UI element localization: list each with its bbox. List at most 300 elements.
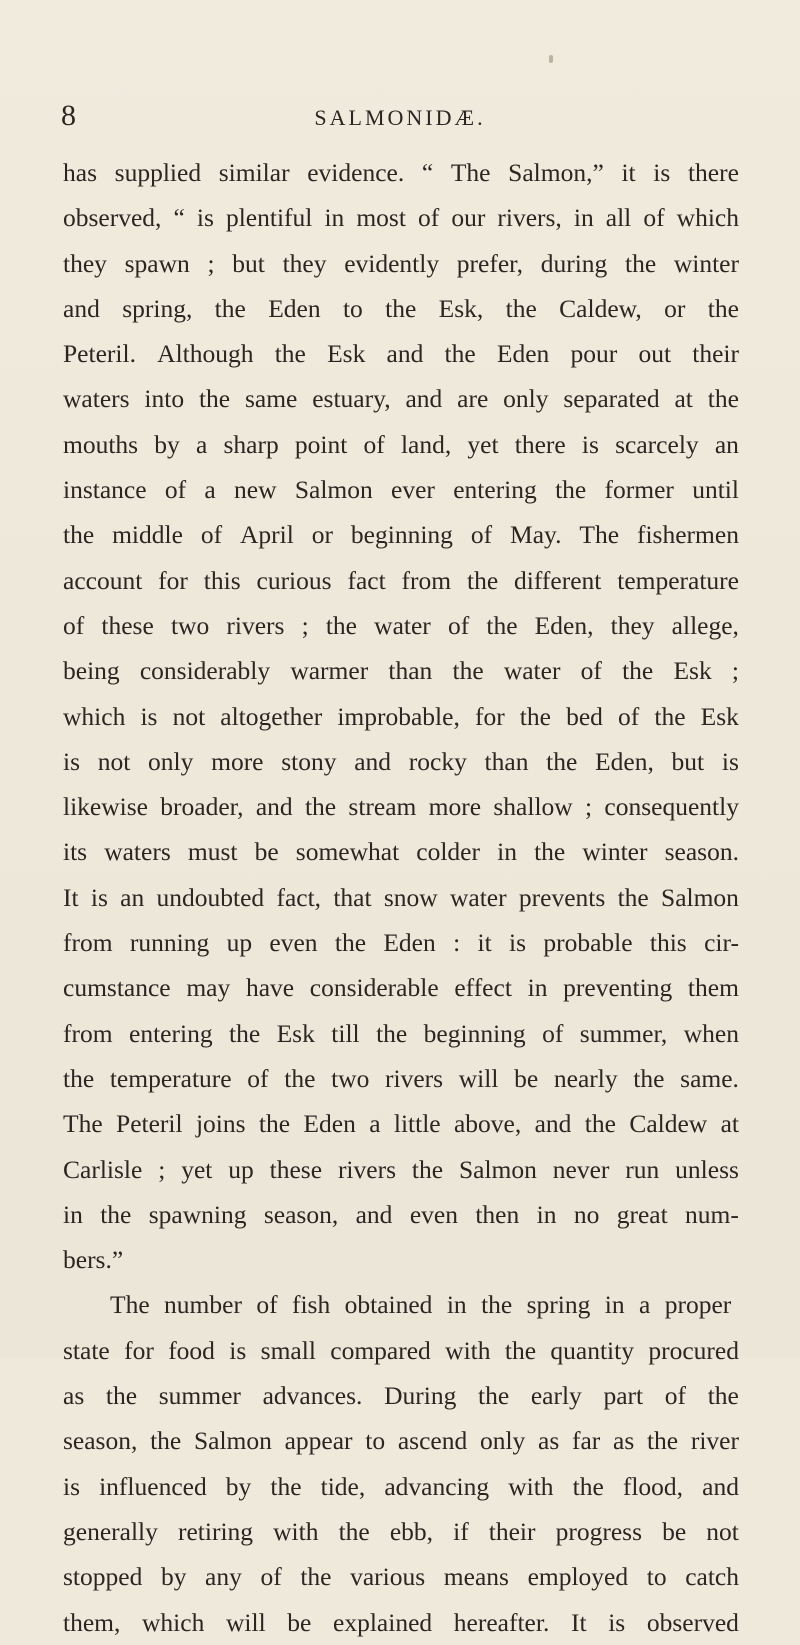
word: scarcely [615,429,699,459]
word: num- [685,1199,739,1229]
word: same [244,384,298,414]
word: The [110,1290,150,1320]
word: effect [454,973,512,1003]
word: is [653,158,671,187]
text-line [63,965,739,1010]
word: of [200,520,223,550]
word: the [325,610,357,640]
word: and [63,293,100,323]
word: in [573,203,594,233]
word: hereafter. [453,1607,550,1637]
word: for [474,701,505,731]
word: rocky [408,746,467,776]
word: middle [112,520,183,550]
word: is [509,928,527,958]
text-line [63,1192,739,1237]
word: only [479,1426,526,1456]
word: the [519,701,551,731]
word: and [255,792,293,822]
word: estuary, [312,384,391,414]
word: of [247,1063,269,1093]
word: for [124,1335,154,1365]
word: explained [333,1607,433,1637]
word: at [674,384,693,414]
word: bers.” [63,1245,124,1275]
word: a [369,1109,381,1139]
word: mouths [63,429,139,459]
word: of [580,656,602,686]
word: they [282,248,327,278]
word: the [622,656,654,686]
text-line [63,1056,739,1101]
word: only [148,746,194,776]
word: in [497,837,517,867]
word: preventing [563,973,673,1003]
word: snow [383,882,438,912]
word: ; [585,792,593,822]
word: evidently [344,248,440,278]
word: Eden, [534,610,594,640]
word: no [573,1199,600,1229]
word: observed [646,1607,739,1637]
word: state [63,1335,110,1365]
word: the [481,1290,513,1320]
word: river [690,1426,739,1456]
word: ascend [397,1426,468,1456]
word: above, [453,1109,522,1139]
word: far [571,1426,601,1456]
word: tide, [320,1471,366,1501]
word: summer [158,1381,241,1411]
word: of [643,203,665,233]
word: will [225,1607,266,1637]
word: they [610,610,655,640]
word: waters [104,837,171,867]
word: Esk [700,701,739,731]
word: as [613,1426,635,1456]
word: consequently [604,792,739,822]
word: their [488,1516,536,1546]
word: Esk [327,339,366,369]
word: Peteril [116,1109,183,1139]
word: a [204,475,216,505]
word: Salmon [661,882,739,912]
word: yet [467,429,499,459]
word: little [393,1109,441,1139]
text-line [63,1237,739,1282]
word: the [707,1381,739,1411]
word: improbable, [337,701,460,731]
word: the [707,384,739,414]
word: the [63,520,95,550]
word: the [198,384,231,414]
word: Salmon [193,1426,272,1456]
paragraph-first-line [63,1282,739,1327]
word: a [638,1290,651,1320]
word: then [475,1199,520,1229]
word: the [633,1063,665,1093]
word: nearly [553,1063,618,1093]
word: in [446,1290,467,1320]
text-line [63,1418,739,1463]
word: is [140,701,158,731]
word: by [154,429,180,459]
word: most [356,203,406,233]
word: proper [664,1290,732,1320]
word: spawning [148,1199,247,1229]
word: great [616,1199,668,1229]
page-header [0,96,800,136]
word: During [384,1381,457,1411]
word: out [638,339,672,369]
text-line [63,875,739,920]
text-line [63,1011,739,1056]
word: Peteril. [63,339,136,369]
word: this [649,928,687,958]
word: ; [301,610,309,640]
text-line [63,1328,739,1373]
word: the [505,293,537,323]
word: waters [63,384,130,414]
word: Salmon,” [508,158,604,187]
word: their [692,339,739,369]
word: the [534,837,566,867]
word: the [270,1471,302,1501]
word: all [605,203,632,233]
word: influenced [99,1471,207,1501]
word: never [552,1154,610,1184]
word: Eden [496,339,550,369]
word: not [706,1516,739,1546]
word: be [662,1516,687,1546]
word: various [350,1562,426,1592]
word: is [196,203,214,233]
word: of [164,475,187,505]
word: with [508,1471,554,1501]
word: rivers [226,610,285,640]
word: food [168,1335,215,1365]
word: ; [207,248,215,278]
word: spring [526,1290,591,1320]
word: up [228,1154,254,1184]
word: the [338,1516,370,1546]
word: cumstance [63,973,171,1003]
word: part [603,1381,644,1411]
word: ; [731,656,739,686]
word: the [654,701,686,731]
word: is [229,1335,247,1365]
word: Eden, [595,746,654,776]
word: stream [348,792,417,822]
word: rivers [385,1063,444,1093]
word: of [418,203,440,233]
word: curious [256,565,332,595]
word: prevents [518,882,606,912]
word: the [150,1426,182,1456]
word: when [683,1018,739,1048]
word: with [445,1335,491,1365]
word: be [287,1607,312,1637]
word: water [503,656,561,686]
word: generally [63,1516,158,1546]
word: It [570,1607,587,1637]
word: It [63,882,79,912]
word: beginning [423,1018,526,1048]
word: observed, [63,203,162,233]
word: the [504,1335,537,1365]
word: joins [195,1109,246,1139]
word: season, [263,1199,339,1229]
word: altogether [220,701,323,731]
word: run [625,1154,660,1184]
text-line [63,331,739,376]
word: appear [284,1426,353,1456]
word: these [101,610,154,640]
word: of [542,1018,564,1048]
word: it [477,928,492,958]
word: running [129,928,210,958]
word: during [540,248,608,278]
word: two [331,1063,370,1093]
word: prefer, [456,248,523,278]
word: supplied [114,158,202,187]
word: two [170,610,210,640]
word: water [449,882,507,912]
word: in [536,1199,557,1229]
word: and [354,746,392,776]
word: have [245,973,295,1003]
word: new [234,475,277,505]
word: if [453,1516,469,1546]
word: beginning [350,520,453,550]
word: these [269,1154,323,1184]
text-line [63,1554,739,1599]
word: to [365,1426,386,1456]
text-line [63,1101,739,1146]
ink-speck [549,55,553,63]
word: the [467,565,499,595]
text-line [63,603,739,648]
word: Esk [673,656,712,686]
word: of [363,429,385,459]
word: they [63,248,107,278]
word: obtained [344,1290,433,1320]
word: but [671,746,705,776]
word: spawn [124,248,190,278]
word: April [240,520,294,550]
word: is [721,746,739,776]
word: at [720,1109,739,1139]
word: unless [675,1154,739,1184]
word: and [355,1199,393,1229]
word: Eden [303,1109,356,1139]
text-line [63,648,739,693]
word: as [538,1426,560,1456]
text-line [63,829,739,874]
word: Esk, [438,293,484,323]
word: until [692,475,739,505]
word: the [555,475,587,505]
word: broader, [160,792,244,822]
word: rivers [337,1154,396,1184]
word: of [447,610,470,640]
word: the [478,1381,510,1411]
word: fact [347,565,386,595]
word: Although [157,339,254,369]
word: Eden [383,928,436,958]
word: advancing [384,1471,490,1501]
text-line [63,467,739,512]
word: but [232,248,265,278]
word: in [527,973,548,1003]
text-line [63,1464,739,1509]
text-line [63,1147,739,1192]
word: a [195,429,208,459]
word: means [443,1562,509,1592]
text-line [63,241,739,286]
word: progress [555,1516,643,1546]
word: temperature [109,1063,232,1093]
word: the [304,792,337,822]
word: the [274,339,306,369]
word: the [624,248,657,278]
running-head: SALMONIDÆ. [314,105,486,130]
word: of [470,520,493,550]
text-line [63,784,739,829]
word: which [142,1607,205,1637]
word: Salmon [458,1154,537,1184]
word: Caldew [629,1109,708,1139]
word: advances. [262,1381,363,1411]
word: the [105,1381,138,1411]
text-line [63,1509,739,1554]
word: stony [281,746,337,776]
word: and [405,384,443,414]
word: of [63,610,85,640]
word: the [486,610,518,640]
word: temperature [617,565,739,595]
word: not [97,746,131,776]
word: up [226,928,253,958]
word: The [579,520,620,550]
word: similar [218,158,290,187]
word: is [608,1607,626,1637]
word: as [63,1381,85,1411]
word: early [530,1381,582,1411]
word: : [453,928,461,958]
word: Carlisle [63,1154,143,1184]
word: allege, [671,610,739,640]
word: entering [453,475,537,505]
word: compared [330,1335,431,1365]
word: considerable [309,973,439,1003]
word: same. [680,1063,739,1093]
text-line [63,1600,739,1645]
word: it [621,158,636,187]
word: somewhat [295,837,400,867]
word: Salmon [294,475,373,505]
word: is [90,882,108,912]
word: fact, [276,882,322,912]
word: them, [63,1607,121,1637]
text-line [63,920,739,965]
word: ebb, [389,1516,434,1546]
word: and [702,1471,739,1501]
word: retiring [177,1516,254,1546]
word: the [258,1109,291,1139]
word: this [203,565,241,595]
word: bed [566,701,603,731]
word: shallow [493,792,573,822]
word: there [687,158,739,187]
word: more [211,746,264,776]
text-line [63,286,739,331]
word: winter [673,248,739,278]
word: the [572,1471,604,1501]
word: cir- [704,928,739,958]
text-line [63,376,739,421]
word: account [63,565,143,595]
word: that [333,882,372,912]
word: rivers, [497,203,562,233]
word: quantity [550,1335,634,1365]
word: “ [421,158,434,187]
text-line [63,1373,739,1418]
word: of [256,1290,278,1320]
word: Caldew, [559,293,642,323]
word: land, [400,429,452,459]
word: likewise [63,792,148,822]
word: water [374,610,431,640]
word: May. [510,520,562,550]
word: to [342,293,363,323]
word: pour [570,339,618,369]
word: may [186,973,231,1003]
word: the [284,1063,316,1093]
word: even [269,928,318,958]
word: is [63,1471,81,1501]
word: flood, [622,1471,684,1501]
word: of [260,1562,282,1592]
word: which [63,701,126,731]
word: point [294,429,348,459]
body-text [63,150,739,1645]
word: is [581,429,599,459]
text-line [63,512,739,557]
word: the [444,339,476,369]
word: procured [648,1335,739,1365]
word: catch [685,1562,739,1592]
word: instance [63,475,147,505]
word: ever [391,475,435,505]
word: entering [129,1018,213,1048]
word: an [714,429,739,459]
text-line [63,422,739,467]
word: the [385,293,417,323]
text-line [63,694,739,739]
word: of [664,1381,687,1411]
word: has [63,158,97,187]
word: and [534,1109,572,1139]
word: sharp [223,429,279,459]
word: employed [527,1562,629,1592]
word: the [334,928,367,958]
word: being [63,656,120,686]
word: into [144,384,185,414]
word: the [229,1018,261,1048]
word: more [428,792,482,822]
word: by [160,1562,187,1592]
